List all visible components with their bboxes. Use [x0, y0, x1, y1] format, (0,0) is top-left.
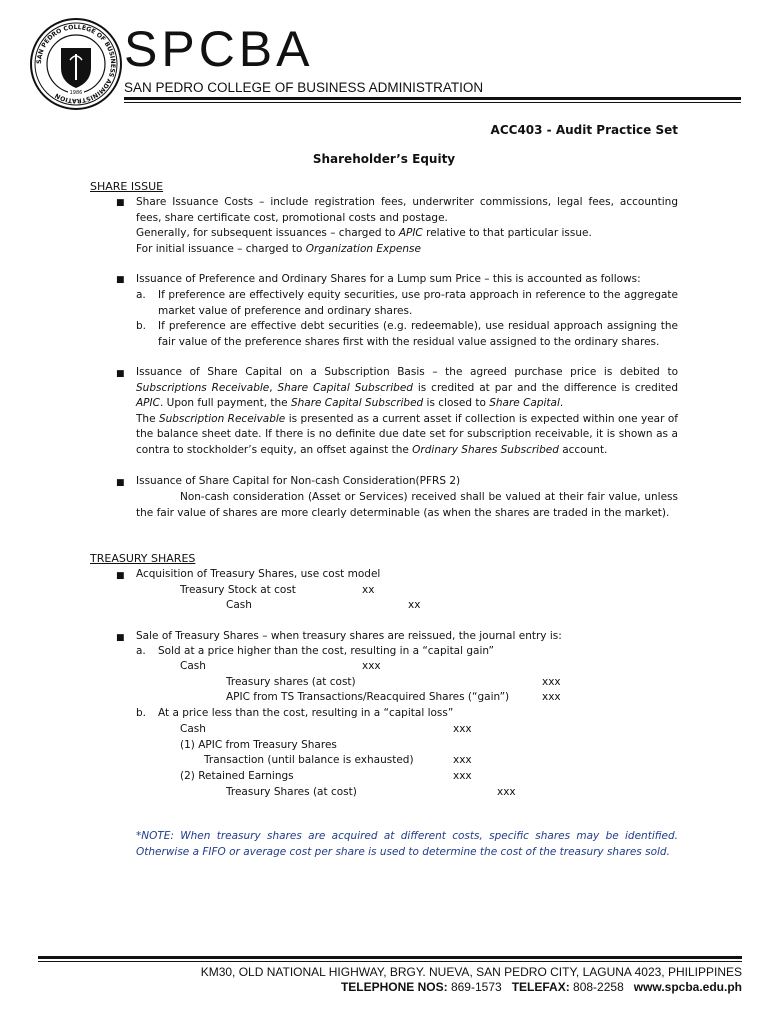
journal-credit-amount: xxx [542, 676, 561, 688]
section-heading-treasury-shares: TREASURY SHARES [90, 552, 196, 565]
bullet: ■ [116, 633, 125, 643]
item-label-b: b. [136, 320, 147, 332]
seal-text: SAN PEDRO COLLEGE OF BUSINESS ADMINISTRATION [35, 23, 117, 105]
journal-credit-account: Cash [226, 599, 252, 611]
document-title: Shareholder’s Equity [312, 152, 456, 166]
journal-debit-account: (2) Retained Earnings [180, 770, 294, 782]
journal-credit-account: Treasury shares (at cost) [226, 676, 356, 688]
lump-sum-a-text: If preference are effectively equity securities, use pro-rata approach in reference to the aggregate market value of preference and ordinary shares. [158, 289, 678, 317]
note: *NOTE: When treasury shares are acquired at different costs, specific shares may be identified. Otherwise a FIFO or average cost per share is used to determine the cost of the treasury shares sold. [136, 830, 678, 858]
website-link[interactable]: www.spcba.edu.ph [633, 980, 742, 994]
telephone-number: 869-1573 [447, 980, 502, 994]
text-line: Share Issuance Costs – include registration fees, underwriter commissions, legal fees, accounting [136, 196, 678, 208]
college-seal-logo [30, 18, 122, 110]
text-line: fees, share certificate cost, promotional costs and postage. [136, 211, 448, 224]
issuance-costs-item [136, 195, 678, 257]
bullet: ■ [116, 275, 125, 285]
college-name: SAN PEDRO COLLEGE OF BUSINESS ADMINISTRATION [124, 80, 484, 95]
item-label-a: a. [136, 289, 146, 301]
course-code: ACC403 - Audit Practice Set [490, 123, 678, 137]
bullet: ■ [116, 369, 125, 379]
journal-credit-amount: xx [408, 599, 421, 611]
seal-year: 1986 [69, 90, 83, 96]
footer-address: KM30, OLD NATIONAL HIGHWAY, BRGY. NUEVA, SAN PEDRO CITY, LAGUNA 4023, PHILIPPINES [200, 965, 742, 979]
footer-rule [38, 956, 742, 959]
item-label-b: b. [136, 707, 147, 719]
journal-credit-account: APIC from TS Transactions/Reacquired Shares (“gain”) [226, 691, 510, 703]
acquisition-item: Acquisition of Treasury Shares, use cost model [136, 568, 381, 580]
noncash-item: Issuance of Share Capital for Non-cash Consideration(PFRS 2) [136, 475, 461, 487]
telephone-label: TELEPHONE NOS: [340, 980, 448, 994]
journal-credit-account: Treasury Shares (at cost) [226, 786, 357, 798]
subscription-item [136, 365, 678, 458]
footer-contact [341, 980, 742, 994]
journal-debit-amount: xxx [453, 770, 472, 782]
bullet: ■ [116, 198, 125, 208]
lump-sum-b-text: If preference are effective debt securities (e.g. redeemable), use residual approach assigning the fair value of the preference shares first with the residual value assigned to the ordinary shares. [158, 320, 678, 348]
journal-debit-account: Treasury Stock at cost [180, 584, 296, 596]
telefax-label: TELEFAX: [511, 980, 570, 994]
sale-b-text: At a price less than the cost, resulting in a “capital loss” [158, 707, 454, 719]
bullet: ■ [116, 571, 125, 581]
journal-debit-amount: xx [362, 584, 375, 596]
header-rule-thin [124, 102, 741, 103]
telefax-number: 808-2258 [569, 980, 624, 994]
lump-sum-item: Issuance of Preference and Ordinary Shares for a Lump sum Price – this is accounted as follows: [136, 273, 641, 285]
subscription-paragraph-2: The Subscription Receivable is presented as a current asset if collection is expected within one year of the balance sheet date. If there is no definite due date set for subscription receivable, it is shown as a contra to stockholder’s equity, an offset against the Ordinary Shares Subscribed account. [136, 412, 678, 456]
journal-debit-account: Cash [180, 660, 206, 672]
journal-debit-account: Cash [180, 723, 206, 735]
bullet: ■ [116, 478, 125, 488]
subscription-paragraph-1: Issuance of Share Capital on a Subscription Basis – the agreed purchase price is debited to Subscriptions Receivable, Share Capital Subscribed is credited at par and the difference is credited APIC. Upon full payment, the Share Capital Subscribed is closed to Share Capital. [136, 366, 678, 409]
journal-debit-account-cont: Transaction (until balance is exhausted) [204, 754, 414, 766]
text-line: Generally, for subsequent issuances – charged to APIC relative to that particular issue. [136, 227, 592, 239]
sale-item: Sale of Treasury Shares – when treasury shares are reissued, the journal entry is: [136, 630, 562, 642]
journal-debit-amount: xxx [362, 660, 381, 672]
journal-credit-amount: xxx [497, 786, 516, 798]
noncash-text: Non-cash consideration (Asset or Services) received shall be valued at their fair value, unless the fair value of shares are more clearly determinable (as when the shares are traded in the market). [136, 491, 678, 519]
logo-wordmark: SPCBA [124, 21, 314, 77]
journal-credit-amount: xxx [542, 691, 561, 703]
journal-debit-amount: xxx [453, 723, 472, 735]
footer-rule-thin [38, 961, 742, 962]
journal-debit-account: (1) APIC from Treasury Shares [180, 739, 337, 751]
journal-debit-amount: xxx [453, 754, 472, 766]
text-line: For initial issuance – charged to Organization Expense [136, 242, 421, 255]
section-heading-share-issue: SHARE ISSUE [90, 180, 164, 193]
item-label-a: a. [136, 645, 146, 657]
header-rule [124, 97, 741, 100]
sale-a-text: Sold at a price higher than the cost, resulting in a “capital gain” [158, 645, 494, 657]
